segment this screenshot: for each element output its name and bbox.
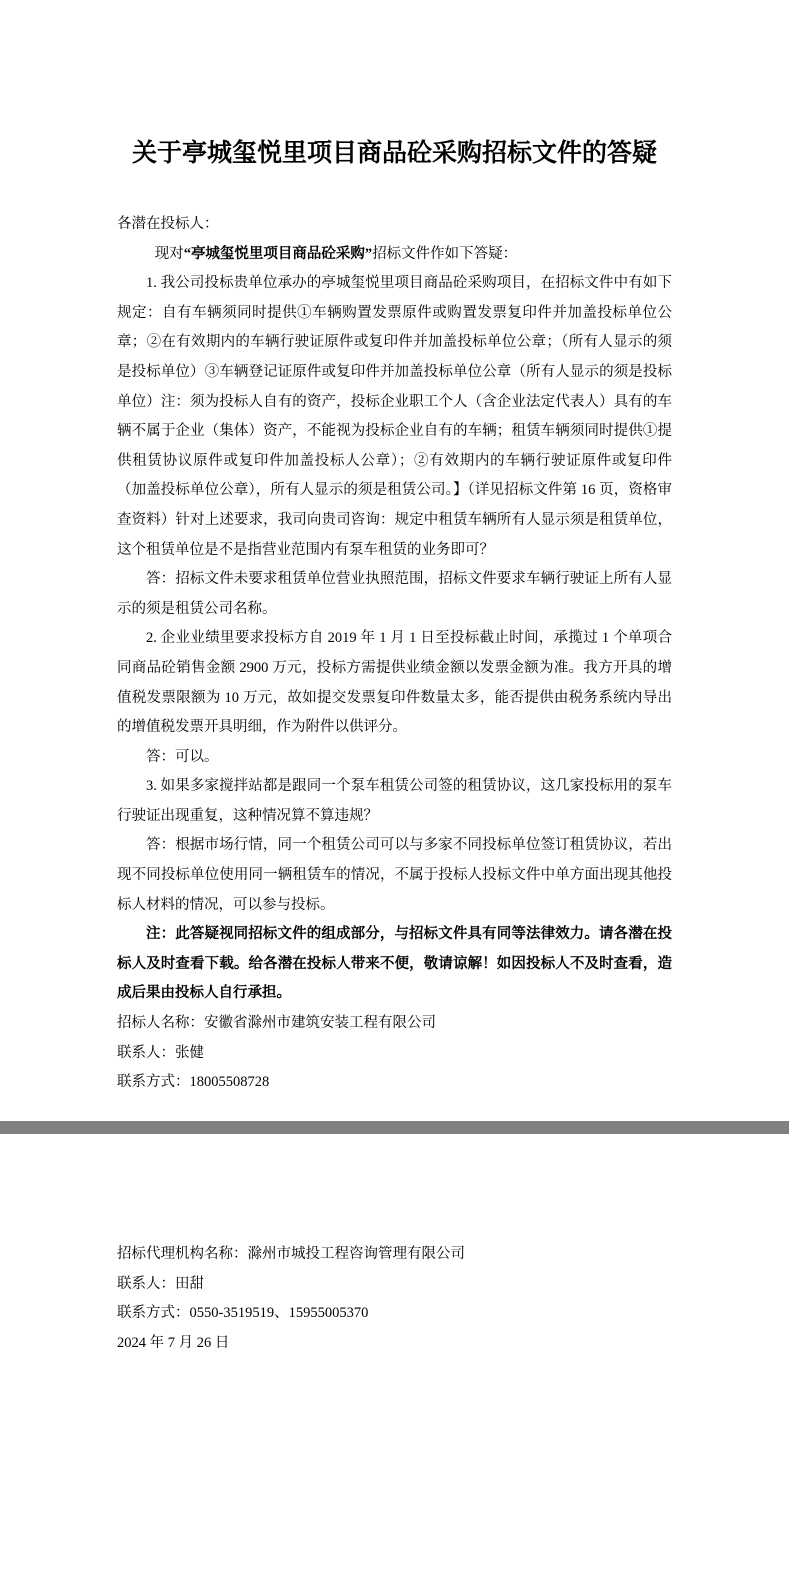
question-3: 3. 如果多家搅拌站都是跟同一个泵车租赁公司签的租赁协议，这几家投标用的泵车行驶证出现重复，这种情况算不算违规？	[117, 778, 672, 824]
tenderer-contact-line: 联系人：张健	[117, 1044, 204, 1061]
page-break-divider	[0, 1121, 789, 1134]
answer-1: 答：招标文件未要求租赁单位营业执照范围，招标文件要求车辆行驶证上所有人显示的须是租赁公司名称。	[117, 571, 672, 617]
question-1: 1. 我公司投标贵单位承办的亭城玺悦里项目商品砼采购项目，在招标文件中有如下规定：自有车辆须同时提供①车辆购置发票原件或购置发票复印件并加盖投标单位公章；②在有效期内的车辆行驶证原件或复印件并加盖投标单位公章；（所有人显示的须是投标单位）③车辆登记证原件或复印件并加盖投标单位公章（所有人显示的须是投标单位）注：须为投标人自有的资产，投标企业职工个人（含企业法定代表人）具有的车辆不属于企业（集体）资产，不能视为投标企业自有的车辆；租赁车辆须同时提供①提供租赁协议原件或复印件加盖投标人公章）；②有效期内的车辆行驶证原件或复印件（加盖投标单位公章），所有人显示的须是租赁公司。】（详见招标文件第 16 页，资格审查资料）针对上述要求，我司向贵司咨询：规定中租赁车辆所有人显示须是租赁单位，这个租赁单位是不是指营业范围内有泵车租赁的业务即可？	[117, 275, 672, 558]
note-paragraph: 注：此答疑视同招标文件的组成部分，与招标文件具有同等法律效力。请各潜在投标人及时查看下载。给各潜在投标人带来不便，敬请谅解！如因投标人不及时查看，造成后果由投标人自行承担。	[117, 926, 672, 1002]
document-page-2	[0, 1134, 789, 1562]
intro-line	[117, 240, 672, 270]
answer-3: 答：根据市场行情，同一个租赁公司可以与多家不同投标单位签订租赁协议，若出现不同投标单位使用同一辆租赁车的情况，不属于投标人投标文件中单方面出现其他投标人材料的情况，可以参与投标。	[117, 837, 672, 913]
tenderer-phone-line: 联系方式：18005508728	[117, 1074, 270, 1091]
document-date-line: 2024 年 7 月 26 日	[117, 1334, 230, 1351]
question-2: 2. 企业业绩里要求投标方自 2019 年 1 月 1 日至投标截止时间，承揽过 1 个单项合同商品砼销售金额 2900 万元，投标方需提供业绩金额以发票金额为准。我方开具的增值税发票限额为 10 万元，故如提交发票复印件数量太多，能否提供由税务系统内导出的增值税发票开具明细，作为附件以供评分。	[117, 630, 672, 736]
intro-prefix: 现对	[154, 245, 184, 262]
agency-name-line: 招标代理机构名称：滁州市城投工程咨询管理有限公司	[117, 1246, 465, 1262]
answer-2: 答：可以。	[146, 748, 219, 765]
intro-suffix: 招标文件作如下答疑：	[372, 245, 518, 262]
intro-project-name: “亭城玺悦里项目商品砼采购”	[183, 245, 373, 262]
salutation: 各潜在投标人：	[117, 216, 219, 232]
tenderer-name-line: 招标人名称：安徽省滁州市建筑安装工程有限公司	[117, 1015, 436, 1032]
agency-contact-line: 联系人：田甜	[117, 1275, 204, 1292]
agency-phone-line: 联系方式：0550-3519519、15955005370	[117, 1305, 369, 1322]
document-title: 关于亭城玺悦里项目商品砼采购招标文件的答疑	[131, 140, 657, 167]
